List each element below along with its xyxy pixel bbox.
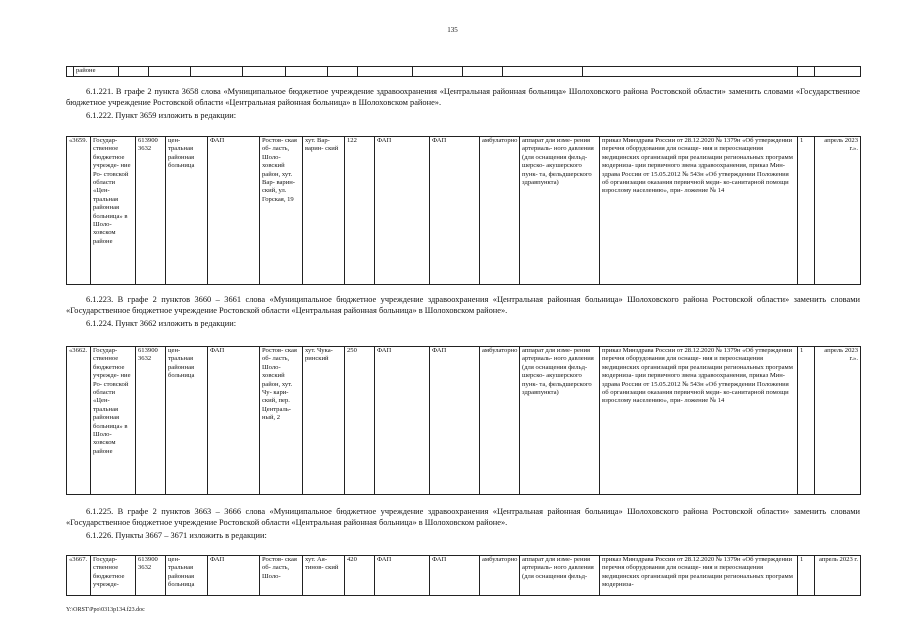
type-cell: ФАП bbox=[375, 556, 430, 596]
org-short-cell: цен- тральная районная больница bbox=[166, 347, 208, 495]
qty-cell: 1 bbox=[798, 556, 815, 596]
settlement-cell: хут. Ая- тинов- ский bbox=[303, 556, 345, 596]
paragraph-6-1-223: 6.1.223. В графе 2 пунктов 3660 – 3661 слова «Муниципальное бюджетное учреждение здравоохранения «Центральная районная больница» Шолоховского района Ростовской области» заменить словами «Государственное бюджетное учреждение Ростовской области «Центральная районная больница» в Шолоховском районе». bbox=[66, 295, 860, 315]
row-number: «3667. bbox=[67, 556, 91, 596]
code-cell: 613900 3632 bbox=[136, 347, 166, 495]
population-cell: 122 bbox=[345, 137, 375, 285]
population-cell: 420 bbox=[345, 556, 375, 596]
table-row bbox=[67, 67, 861, 77]
org-cell: Государ- ственное бюджетное учрежде- ние Ро- стовской области «Цен- тральная районная больница» в Шоло- ховском районе bbox=[91, 137, 136, 285]
paragraph-6-1-226: 6.1.226. Пункты 3667 – 3671 изложить в редакции: bbox=[86, 531, 267, 540]
paragraph-6-1-224: 6.1.224. Пункт 3662 изложить в редакции: bbox=[86, 319, 237, 328]
address-cell: Ростов- ская об- ласть, Шоло- bbox=[260, 556, 303, 596]
paragraph-6-1-222: 6.1.222. Пункт 3659 изложить в редакции: bbox=[86, 111, 237, 120]
continuation-table bbox=[66, 66, 861, 77]
population-cell: 250 bbox=[345, 347, 375, 495]
type-cell: ФАП bbox=[208, 137, 260, 285]
basis-cell: приказ Минздрава России от 28.12.2020 № 1379н «Об утверждении перечня оборудования для оснаще- ния и переоснащения медицинских организаций при реализации региональных программ модерниза- ции первичного звена здравоохранения, приказ Мин- здрава России от 15.05.2012 № 543н «Об утверждении Положения об организации оказания первичной меди- ко-санитарной помощи взрослому населению», при- ложение № 14 bbox=[600, 137, 798, 285]
table-row bbox=[67, 137, 861, 285]
type-cell: ФАП bbox=[430, 347, 480, 495]
care-cell: амбулаторно bbox=[480, 347, 520, 495]
org-cell: Государ- ственное бюджетное учрежде- bbox=[91, 556, 136, 596]
date-cell: апрель 2023 г. bbox=[815, 556, 861, 596]
table-row bbox=[67, 347, 861, 495]
register-table-3667 bbox=[66, 555, 861, 596]
file-path-footer: Y:\ORST\Ppo\0313p134.f23.doc bbox=[66, 607, 145, 613]
paragraph-6-1-225: 6.1.225. В графе 2 пунктов 3663 – 3666 слова «Муниципальное бюджетное учреждение здравоохранения «Центральная районная больница» Шолоховского района Ростовской области» заменить словами «Государственное бюджетное учреждение Ростовской области «Центральная районная больница» в Шолоховском районе». bbox=[66, 507, 860, 527]
type-cell: ФАП bbox=[375, 347, 430, 495]
page-number: 135 bbox=[447, 26, 458, 34]
code-cell: 613900 3632 bbox=[136, 137, 166, 285]
date-cell: апрель 2023 г.». bbox=[815, 347, 861, 495]
equipment-cell: аппарат для изме- рения артериаль- ного давления (для оснащения фельд- шерско- акушерского пунк- та, фельдшерского здравпункта) bbox=[520, 347, 600, 495]
basis-cell: приказ Минздрава России от 28.12.2020 № 1379н «Об утверждении перечня оборудования для оснаще- ния и переоснащения медицинских организаций при реализации региональных программ модерниза- bbox=[600, 556, 798, 596]
basis-cell: приказ Минздрава России от 28.12.2020 № 1379н «Об утверждении перечня оборудования для оснаще- ния и переоснащения медицинских организаций при реализации региональных программ модерниза- ции первичного звена здравоохранения, приказ Мин- здрава России от 15.05.2012 № 543н «Об утверждении Положения об организации оказания первичной меди- ко-санитарной помощи взрослому населению», при- ложение № 14 bbox=[600, 347, 798, 495]
equipment-cell: аппарат для изме- рения артериаль- ного давления (для оснащения фельд- шерско- акушерского пунк- та, фельдшерского здравпункта) bbox=[520, 137, 600, 285]
address-cell: Ростов- ская об- ласть, Шоло- ховский район, хут. Чу- кари- ский, пер. Централь- ный, 2 bbox=[260, 347, 303, 495]
qty-cell: 1 bbox=[798, 137, 815, 285]
address-cell: Ростов- ская об- ласть, Шоло- ховский район, хут. Вар- варин- ский, ул. Горская, 19 bbox=[260, 137, 303, 285]
org-short-cell: цен- тральная районная больница bbox=[166, 137, 208, 285]
settlement-cell: хут. Чука- ринский bbox=[303, 347, 345, 495]
register-table-3659 bbox=[66, 136, 861, 285]
table-row bbox=[67, 556, 861, 596]
care-cell: амбулаторно bbox=[480, 556, 520, 596]
paragraph-6-1-221: 6.1.221. В графе 2 пункта 3658 слова «Муниципальное бюджетное учреждение здравоохранения «Центральная районная больница» Шолоховского района Ростовской области» заменить словами «Государственное бюджетное учреждение Ростовской области «Центральная районная больница» в Шолоховском районе». bbox=[66, 87, 860, 107]
date-cell: апрель 2023 г.». bbox=[815, 137, 861, 285]
type-cell: ФАП bbox=[208, 347, 260, 495]
code-cell: 613900 3632 bbox=[136, 556, 166, 596]
org-short-cell: цен- тральная районная больница bbox=[166, 556, 208, 596]
row-number: «3659. bbox=[67, 137, 91, 285]
type-cell: ФАП bbox=[208, 556, 260, 596]
type-cell: ФАП bbox=[430, 137, 480, 285]
settlement-cell: хут. Вар- варин- ский bbox=[303, 137, 345, 285]
equipment-cell: аппарат для изме- рения артериаль- ного давления (для оснащения фельд- bbox=[520, 556, 600, 596]
care-cell: амбулаторно bbox=[480, 137, 520, 285]
type-cell: ФАП bbox=[430, 556, 480, 596]
org-cell: районе bbox=[74, 67, 119, 77]
qty-cell: 1 bbox=[798, 347, 815, 495]
org-cell: Государ- ственное бюджетное учрежде- ние Ро- стовской области «Цен- тральная районная больница» в Шоло- ховском районе bbox=[91, 347, 136, 495]
row-number: «3662. bbox=[67, 347, 91, 495]
register-table-3662 bbox=[66, 346, 861, 495]
type-cell: ФАП bbox=[375, 137, 430, 285]
